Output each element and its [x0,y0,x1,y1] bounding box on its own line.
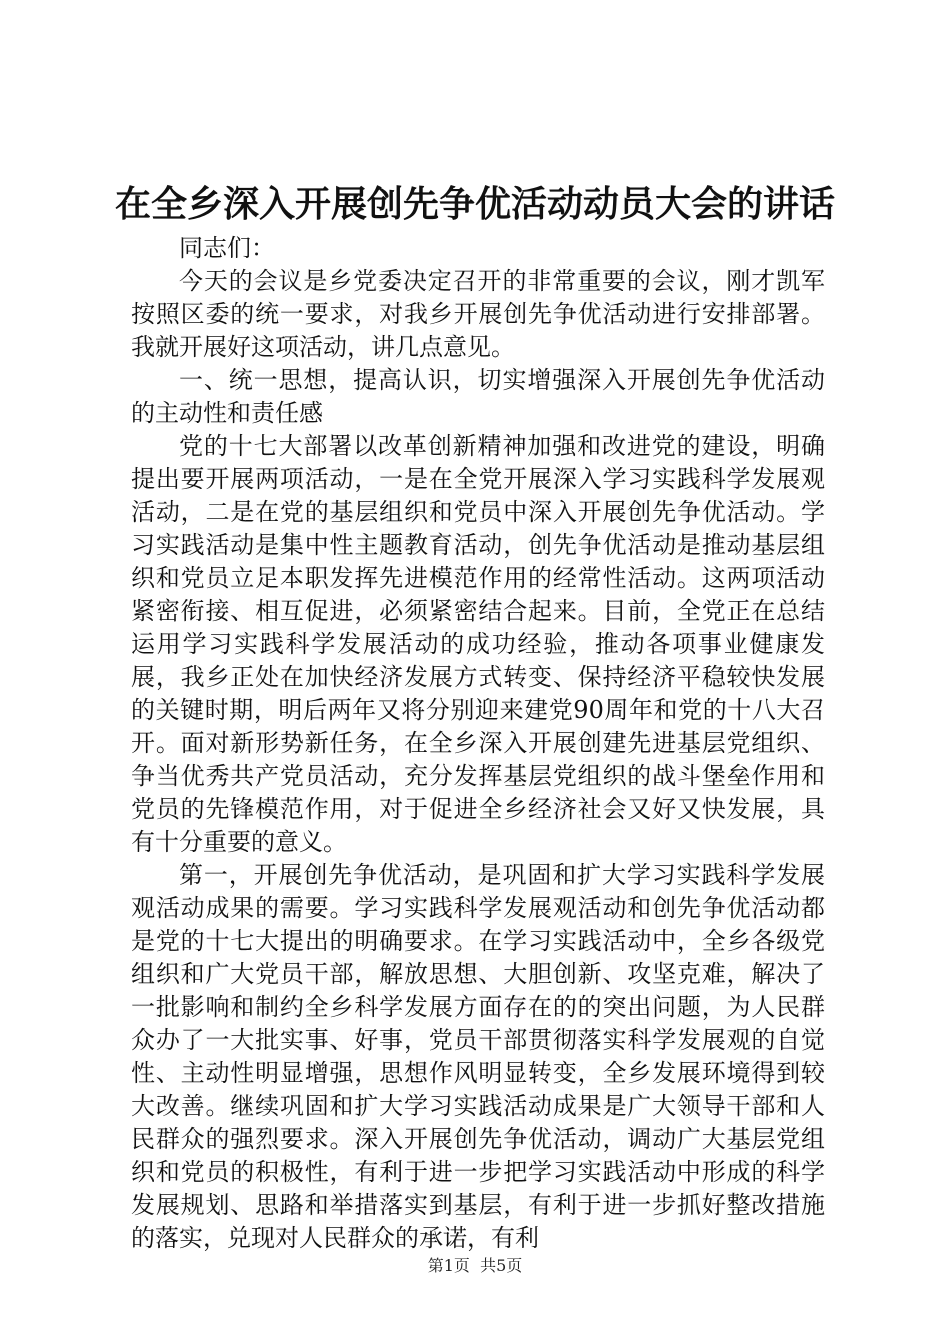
section-heading-1: 一、统一思想，提高认识，切实增强深入开展创先争优活动的主动性和责任感 [131,366,825,427]
page-number: 第1页 [427,1256,470,1275]
salutation-paragraph: 同志们： [179,234,275,262]
body-paragraph: 党的十七大部署以改革创新精神加强和改进党的建设，明确提出要开展两项活动，一是在全党开展深入学习实践科学发展观活动，二是在党的基层组织和党员中深入开展创先争优活动。学习实践活动是集中性主题教育活动，创先争优活动是推动基层组织和党员立足本职发挥先进模范作用的经常性活动。这两项活动紧密衔接、相互促进，必须紧密结合起来。目前，全党正在总结运用学习实践科学发展活动的成功经验，推动各项事业健康发展，我乡正处在加快经济发展方式转变、保持经济平稳较快发展的关键时期，明后两年又将分别迎来建党90周年和党的十八大召开。面对新形势新任务，在全乡深入开展创建先进基层党组织、争当优秀共产党员活动，充分发挥基层党组织的战斗堡垒作用和党员的先锋模范作用，对于促进全乡经济社会又好又快发展，具有十分重要的意义。 [131,432,825,856]
page-total: 共5页 [480,1256,523,1275]
footer-spacer [470,1256,480,1275]
page-footer [0,1256,950,1276]
opening-paragraph: 今天的会议是乡党委决定召开的非常重要的会议，刚才凯军按照区委的统一要求，对我乡开展创先争优活动进行安排部署。我就开展好这项活动，讲几点意见。 [131,267,825,361]
document-title: 在全乡深入开展创先争优活动动员大会的讲话 [114,184,835,225]
document-body [131,232,825,1255]
body-paragraph: 第一，开展创先争优活动，是巩固和扩大学习实践科学发展观活动成果的需要。学习实践科学发展观活动和创先争优活动都是党的十七大提出的明确要求。在学习实践活动中，全乡各级党组织和广大党员干部，解放思想、大胆创新、攻坚克难，解决了一批影响和制约全乡科学发展方面存在的的突出问题，为人民群众办了一大批实事、好事，党员干部贯彻落实科学发展观的自觉性、主动性明显增强，思想作风明显转变，全乡发展环境得到较大改善。继续巩固和扩大学习实践活动成果是广大领导干部和人民群众的强烈要求。深入开展创先争优活动，调动广大基层党组织和党员的积极性，有利于进一步把学习实践活动中形成的科学发展规划、思路和举措落实到基层，有利于进一步抓好整改措施的落实，兑现对人民群众的承诺，有利 [131,861,825,1252]
